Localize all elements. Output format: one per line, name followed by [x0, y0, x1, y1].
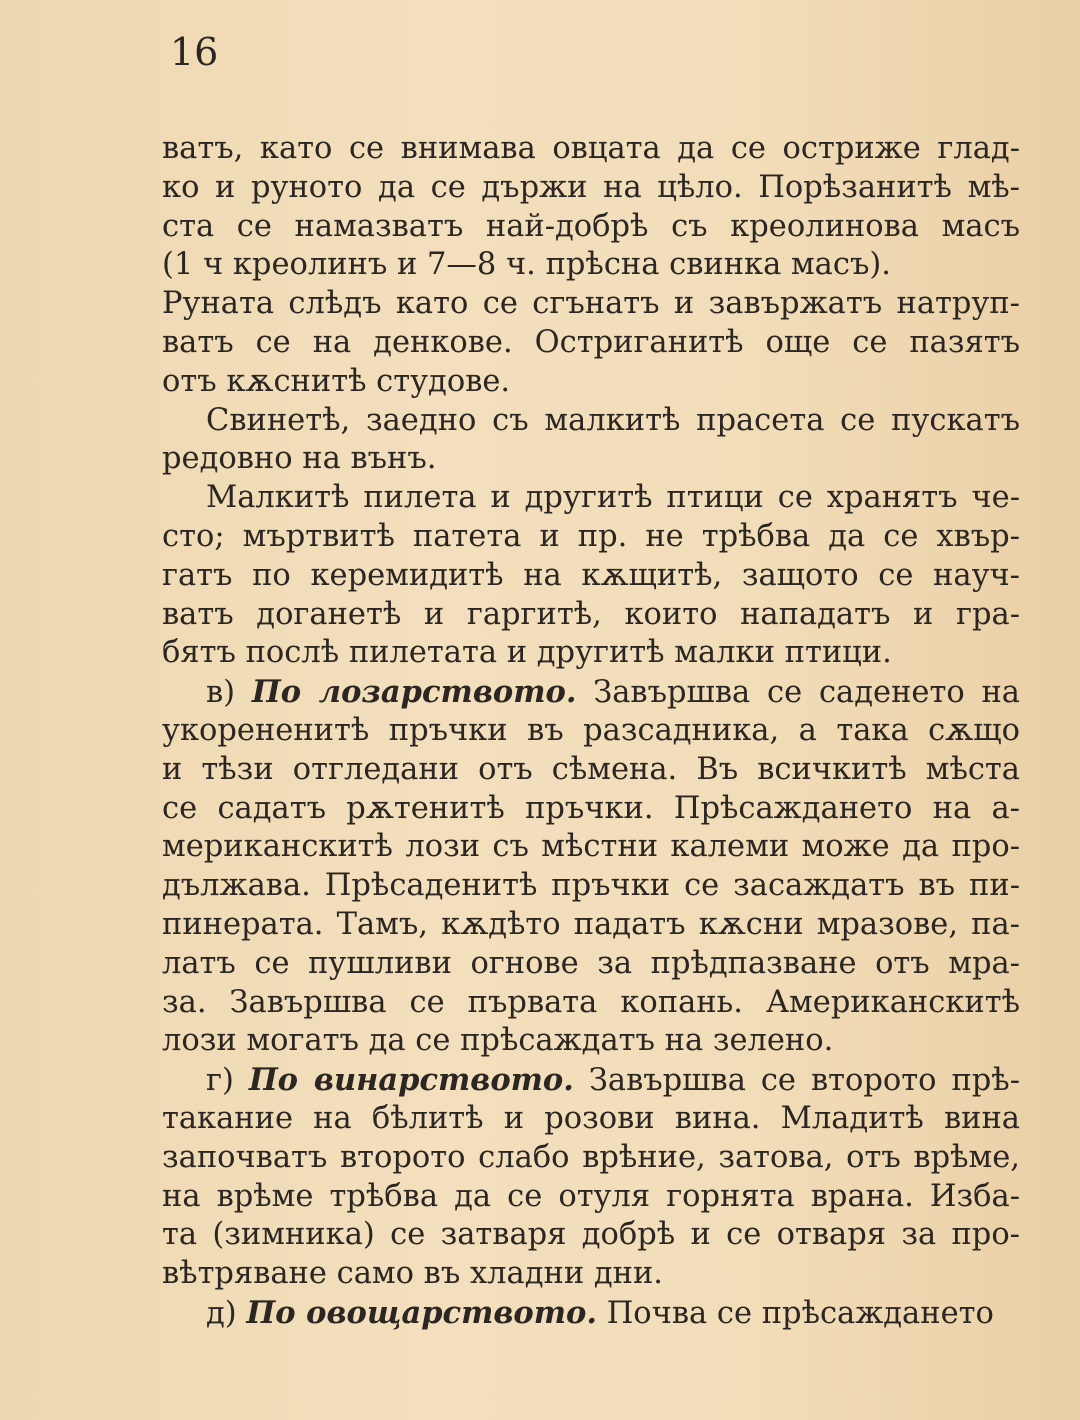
text-line — [162, 828, 1020, 867]
text-line — [162, 130, 1020, 169]
line-text: ватъ се на денкове. Остриганитѣ още се пазятъ — [162, 324, 1020, 360]
text-line — [162, 1022, 1020, 1061]
text-line — [162, 208, 1020, 247]
line-text: ста се намазватъ най-добрѣ съ креолинова масъ — [162, 208, 1020, 244]
line-text: Малкитѣ пилета и другитѣ птици се хранятъ че- — [206, 480, 1020, 516]
text-line — [162, 402, 1020, 441]
line-text: такание на бѣлитѣ и розови вина. Младитѣ вина — [162, 1100, 1020, 1136]
text-line — [162, 1255, 1020, 1294]
text-line — [162, 246, 1020, 285]
line-text: лози могатъ да се прѣсаждатъ на зелено. — [162, 1023, 834, 1059]
text-line — [162, 945, 1020, 984]
line-text: ватъ доганетѣ и гаргитѣ, които нападатъ и гра- — [162, 596, 1020, 632]
line-text: вѣтряване само въ хладни дни. — [162, 1256, 663, 1292]
text-line — [162, 751, 1020, 790]
page-number: 16 — [170, 30, 219, 74]
line-text: отъ кѫснитѣ студове. — [162, 363, 511, 399]
text-line — [162, 634, 1020, 673]
line-text: мериканскитѣ лози съ мѣстни калеми може да про- — [162, 829, 1020, 865]
line-text: гатъ по керемидитѣ на кѫщитѣ, защото се науч- — [162, 557, 1020, 593]
section-marker: д) — [206, 1295, 247, 1331]
line-text: та (зимника) се затваря добрѣ и се отваря за про- — [162, 1217, 1020, 1253]
text-line — [162, 324, 1020, 363]
text-line — [162, 596, 1020, 635]
line-text: за. Завършва се първата копань. Американскитѣ — [162, 984, 1020, 1020]
text-line — [162, 984, 1020, 1023]
text-line — [162, 479, 1020, 518]
text-line — [162, 518, 1020, 557]
text-line — [162, 1061, 1020, 1100]
line-text: и тѣзи отгледани отъ сѣмена. Въ всичкитѣ мѣста — [162, 751, 1020, 787]
text-line — [162, 1216, 1020, 1255]
section-marker: г) — [206, 1063, 249, 1099]
line-text: латъ се пушливи огнове за прѣдпазване отъ мра- — [162, 945, 1020, 981]
line-text: започватъ второто слабо врѣние, затова, отъ врѣме, — [162, 1139, 1020, 1175]
text-line — [162, 1294, 1020, 1333]
line-text: редовно на вънъ. — [162, 441, 437, 477]
line-text: сто; мъртвитѣ патета и пр. не трѣбва да се хвър- — [162, 518, 1020, 554]
line-text: ко и руното да се държи на цѣло. Порѣзанитѣ мѣ- — [162, 169, 1020, 205]
line-text: Завършва се саденето на — [576, 675, 1020, 711]
text-line — [162, 169, 1020, 208]
line-text: на врѣме трѣбва да се отуля горнята врана. Изба- — [162, 1178, 1020, 1214]
line-text: Завършва се второто прѣ- — [573, 1063, 1020, 1099]
line-text: пинерата. Тамъ, кѫдѣто падатъ кѫсни мразове, па- — [162, 906, 1020, 942]
text-line — [162, 673, 1020, 712]
line-text: се садатъ рѫтенитѣ пръчки. Прѣсаждането на а- — [162, 790, 1020, 826]
text-line — [162, 363, 1020, 402]
section-heading: По лозарството. — [251, 674, 577, 711]
text-line — [162, 1139, 1020, 1178]
line-text: Почва се прѣсаждането — [597, 1295, 994, 1331]
line-text: Свинетѣ, заедно съ малкитѣ прасета се пускатъ — [206, 402, 1020, 438]
section-heading: По овощарството. — [246, 1294, 598, 1331]
text-line — [162, 906, 1020, 945]
line-text: бятъ послѣ пилетата и другитѣ малки птици. — [162, 635, 892, 671]
text-line — [162, 790, 1020, 829]
text-line — [162, 557, 1020, 596]
page-text — [162, 130, 1020, 1333]
section-marker: в) — [206, 675, 252, 711]
text-line — [162, 440, 1020, 479]
line-text: (1 ч креолинъ и 7—8 ч. прѣсна свинка масъ). — [162, 247, 891, 283]
line-text: укорененитѣ пръчки въ разсадника, а така сѫщо — [162, 712, 1020, 748]
line-text: Руната слѣдъ като се сгънатъ и завържатъ натруп- — [162, 286, 1020, 322]
line-text: дължава. Прѣсаденитѣ пръчки се засаждатъ въ пи- — [162, 868, 1020, 904]
line-text: ватъ, като се внимава овцата да се остриже глад- — [162, 131, 1020, 166]
text-line — [162, 1100, 1020, 1139]
text-line — [162, 1178, 1020, 1217]
text-line — [162, 867, 1020, 906]
section-heading: По винарството. — [248, 1062, 574, 1099]
text-line — [162, 712, 1020, 751]
text-line — [162, 285, 1020, 324]
